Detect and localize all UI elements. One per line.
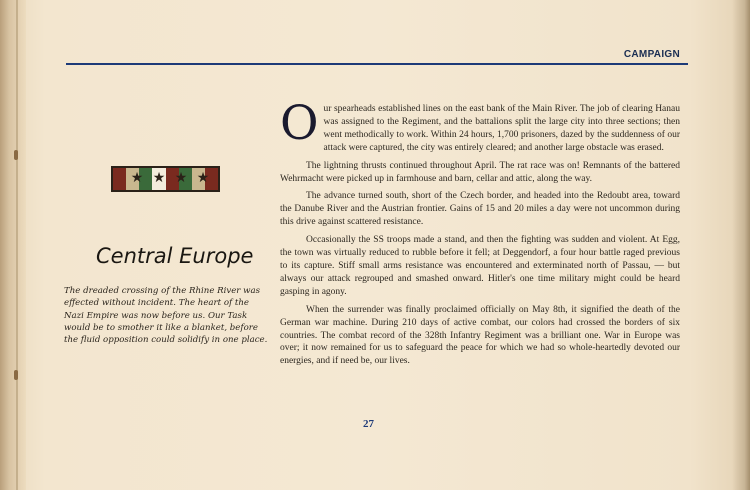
staple [14,150,18,160]
page-edge [732,0,750,490]
staple [14,370,18,380]
paragraph: When the surrender was finally proclaimed officially on May 8th, it signified the death of the German war machine. During 210 days of active combat, our colors had crossed the borders of six countries. The combat record of the 328th Infantry Regiment was a brilliant one. War in Europe was over; it now remained for us to safeguard the peace for which we had so whole-heartedly devoted our energies, and if need be, our lives. [280,304,680,367]
section-title: Central Europe [96,244,254,268]
header-rule [66,63,688,65]
drop-cap: O [280,96,319,151]
paragraph: The lightning thrusts continued throughout April. The rat race was on! Remnants of the battered Wehrmacht were picked up in farmhouse and barn, cellar and attic, along the way. [280,160,680,184]
page-binding [0,0,26,490]
star-icon: ★ [174,171,188,186]
ribbon-stripe [113,168,126,190]
campaign-ribbon [111,166,220,192]
paragraph: The advance turned south, short of the Czech border, and headed into the Redoubt area, toward the Danube River and the Austrian frontier. Gains of 15 and 20 miles a day were not uncommon during this drive against scattered resistance. [280,191,680,228]
paragraph: Occasionally the SS troops made a stand, and then the fighting was sudden and violent. At Egg, the town was virtually reduced to rubble before it fell; at Deggendorf, a four hour battle raged previous to its capture. Stiff small arms resistance was encountered and exterminated north of Passau, — but always our attack regrouped and smashed onward. Hitler's one time military might could be heard gasping in agony. [280,235,680,297]
section-header: CAMPAIGN [623,49,680,60]
intro-text: The dreaded crossing of the Rhine River was effected without incident. The heart of the Nazi Empire was now before us. Our Task would be to smother it like a blanket, before the fluid opposition could solidify in one place. [64,286,268,346]
star-icon: ★ [130,171,144,186]
paragraph: Our spearheads established lines on the east bank of the Main River. The job of clearing Hanau was assigned to the Regiment, and the battalions split the large city into three sections; then went methodically to work. Within 24 hours, 1,700 prisoners, dazed by the suddenness of our attack were captured, the city was entirely cleared; and another large obstacle was erased. [280,96,680,153]
star-icon: ★ [196,171,210,186]
body-text [280,96,680,373]
page-number: 27 [363,418,374,430]
star-icon: ★ [152,171,166,186]
